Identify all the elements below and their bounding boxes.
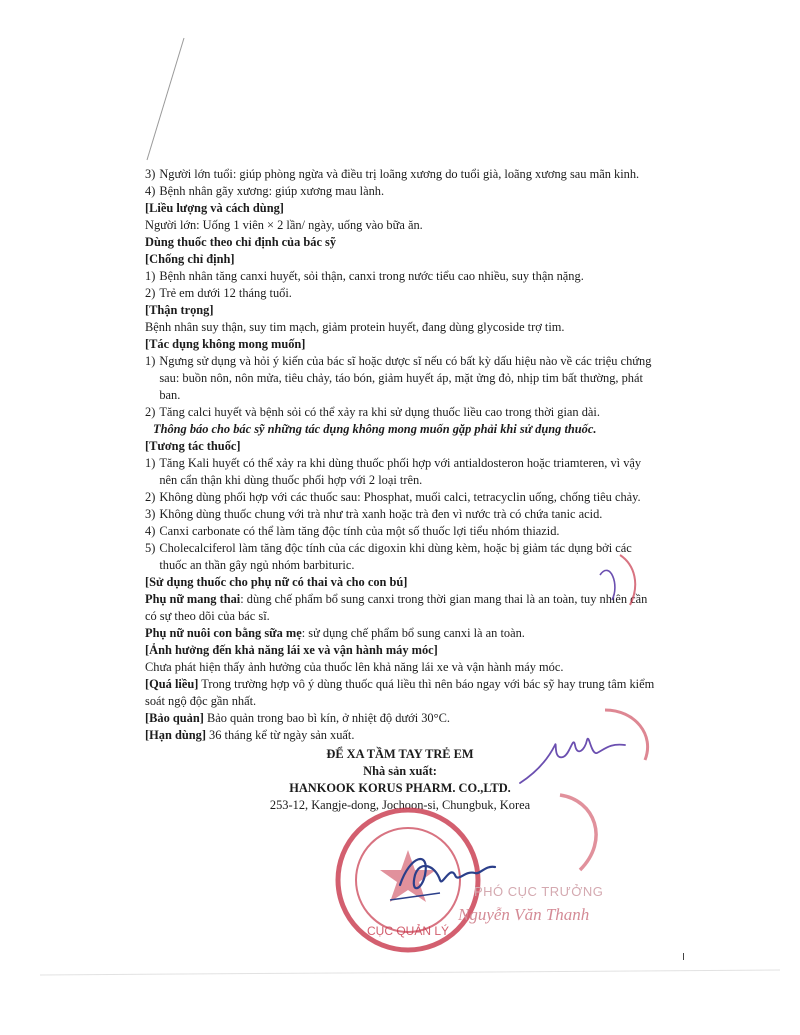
nursing-text: : sử dụng chế phẩm bổ sung canxi là an toàn.: [301, 626, 525, 640]
overdose-text: Trong trường hợp vô ý dùng thuốc quá liều thì nên báo ngay với bác sỹ hay trung tâm kiểm soát ngộ độc gần nhất.: [145, 677, 655, 708]
nursing-label: Phụ nữ nuôi con bằng sữa mẹ: [145, 626, 302, 640]
right-edge-stamp: [540, 545, 650, 615]
item-text: Canxi carbonate có thể làm tăng độc tính của một số thuốc lợi tiểu nhóm thiazid.: [159, 524, 560, 538]
list-item: [145, 166, 655, 183]
list-item: [145, 353, 655, 404]
item-number: 3): [145, 167, 156, 181]
item-number: 4): [145, 524, 156, 538]
list-item: [145, 285, 655, 302]
item-text: Trẻ em dưới 12 tháng tuổi.: [159, 286, 292, 300]
item-text: Cholecalciferol làm tăng độc tính của các digoxin khi dùng kèm, hoặc bị giảm tác dụng bởi các thuốc an thần gây ngủ nhóm barbituric.: [159, 541, 632, 572]
page-seal: [550, 705, 660, 785]
dosage-heading: [Liều lượng và cách dùng]: [145, 201, 284, 215]
nursing-paragraph: [145, 625, 655, 642]
list-item: [145, 506, 655, 523]
item-text: Bệnh nhân gãy xương: giúp xương mau lành.: [159, 184, 385, 198]
list-item: [145, 455, 655, 489]
item-text: Người lớn tuổi: giúp phòng ngừa và điều trị loãng xương do tuổi già, loãng xương sau mãn kinh.: [159, 167, 640, 181]
item-text: Tăng Kali huyết có thể xảy ra khi dùng thuốc phối hợp với antialdosteron hoặc triamteren, vì vậy nên cẩn thận khi dùng thuốc phối hợp với 2 loại trên.: [159, 456, 642, 487]
item-text: Tăng calci huyết và bệnh sỏi có thể xảy ra khi sử dụng thuốc liều cao trong thời gian dài.: [159, 405, 600, 419]
side-effects-heading: [Tác dụng không mong muốn]: [145, 337, 306, 351]
item-text: Ngưng sử dụng và hỏi ý kiến của bác sĩ hoặc dược sĩ nếu có bất kỳ dấu hiệu nào về các triệu chứng sau: buồn nôn, nôn mửa, tiêu chảy, táo bón, giảm huyết áp, mặt ửng đỏ, nhịp tim bất thường, phát ban.: [159, 354, 652, 402]
pregnant-text: : dùng chế phẩm bổ sung canxi trong thời gian mang thai là an toàn, tuy nhiên cần có sự theo dõi của bác sĩ.: [145, 592, 648, 623]
pregnant-label: Phụ nữ mang thai: [145, 592, 241, 606]
item-number: 3): [145, 507, 156, 521]
driving-text: Chưa phát hiện thấy ảnh hưởng của thuốc lên khả năng lái xe và vận hành máy móc.: [145, 660, 564, 674]
caution-heading: [Thận trọng]: [145, 303, 214, 317]
stamp-caption: CỤC QUẢN LÝ: [366, 924, 450, 938]
scan-mark: [683, 953, 684, 960]
item-number: 2): [145, 490, 156, 504]
item-number: 2): [145, 405, 156, 419]
deputy-title: PHÓ CỤC TRƯỞNG: [474, 884, 604, 899]
item-number: 5): [145, 541, 156, 555]
company-address: 253-12, Kangje-dong, Jochoon-si, Chungbuk, Korea: [269, 798, 531, 812]
driving-heading: [Ảnh hưởng đến khả năng lái xe và vận hành máy móc]: [145, 643, 438, 657]
contraindications-heading: [Chống chỉ định]: [145, 252, 235, 266]
item-text: Không dùng phối hợp với các thuốc sau: Phosphat, muối calci, tetracyclin uống, chống tiêu chảy.: [159, 490, 641, 504]
caution-text: Bệnh nhân suy thận, suy tim mạch, giảm protein huyết, đang dùng glycoside trợ tim.: [145, 320, 565, 334]
pregnancy-heading: [Sử dụng thuốc cho phụ nữ có thai và cho con bú]: [145, 575, 408, 589]
child-warning: ĐỂ XA TẦM TAY TRẺ EM: [326, 747, 474, 761]
signer-name: Nguyễn Văn Thanh: [458, 905, 590, 924]
storage-heading: [Bảo quản]: [145, 711, 204, 725]
item-number: 1): [145, 354, 156, 368]
item-number: 1): [145, 456, 156, 470]
list-item: [145, 183, 655, 200]
overdose-heading: [Quá liều]: [145, 677, 199, 691]
item-number: 4): [145, 184, 156, 198]
list-item: [145, 489, 655, 506]
expiry-text: 36 tháng kể từ ngày sản xuất.: [205, 728, 355, 742]
dosage-note: Dùng thuốc theo chỉ định của bác sỹ: [145, 235, 337, 249]
item-text: Không dùng thuốc chung với trà như trà xanh hoặc trà đen vì nước trà có chứa tanic acid.: [159, 507, 603, 521]
list-item: [145, 404, 655, 421]
item-number: 2): [145, 286, 156, 300]
storage-text: Bảo quản trong bao bì kín, ở nhiệt độ dưới 30°C.: [203, 711, 450, 725]
dosage-text: Người lớn: Uống 1 viên × 2 lần/ ngày, uống vào bữa ăn.: [145, 218, 423, 232]
list-item: [145, 268, 655, 285]
lower-seal-partial: [540, 790, 620, 880]
interactions-heading: [Tương tác thuốc]: [145, 439, 241, 453]
item-text: Bệnh nhân tăng canxi huyết, sỏi thận, canxi trong nước tiểu cao nhiều, suy thận nặng.: [159, 269, 584, 283]
company-name: HANKOOK KORUS PHARM. CO.,LTD.: [289, 781, 511, 795]
list-item: [145, 523, 655, 540]
side-effects-notice: Thông báo cho bác sỹ những tác dụng không mong muốn gặp phải khi sử dụng thuốc.: [153, 422, 597, 436]
expiry-heading: [Hạn dùng]: [145, 728, 206, 742]
item-number: 1): [145, 269, 156, 283]
manufacturer-label: Nhà sản xuất:: [363, 764, 437, 778]
